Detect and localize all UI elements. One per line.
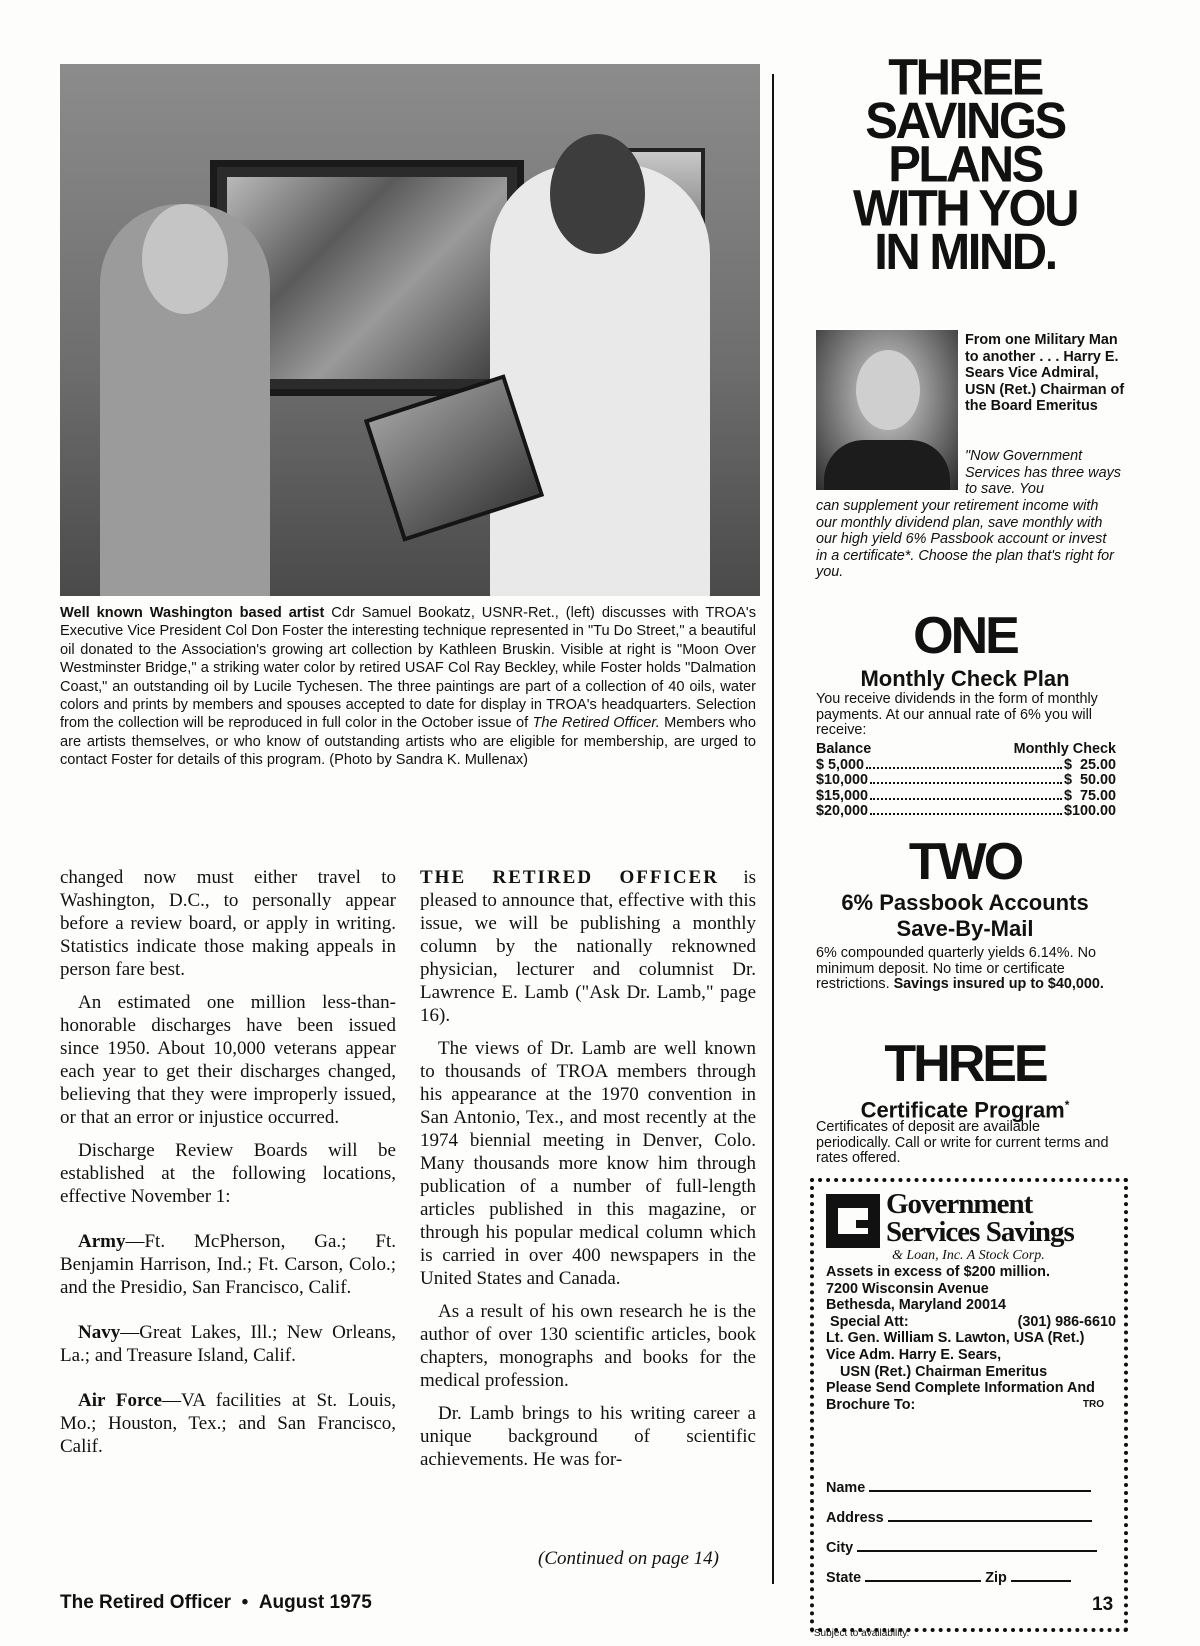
rates-header-balance: Balance [816, 741, 872, 757]
paragraph: The views of Dr. Lamb are well known to thousands of TROA members through his appearance at the 1970 convention in San Antonio, Tex., and most recently at the 1974 biennial meeting in Denver, Colo. Many thousands more know him through publication of a number of full-length articles published in this magazine, or through his popular medical column which is carried in over 400 newspapers in the United States and Canada. [420, 1038, 756, 1289]
company-logo-icon [826, 1194, 880, 1248]
paragraph: As a result of his own research he is the author of over 130 scientific articles, book chapters, monographs and books for the medical profession. [420, 1301, 756, 1391]
footnote: *Subject to availability. [810, 1628, 910, 1639]
company-name: Government Services Savings [886, 1188, 1074, 1248]
photo-caption: Well known Washington based artist Cdr Samuel Bookatz, USNR-Ret., (left) discusses with TROA's Executive Vice President Col Don Foster the interesting technique represented in "Tu Do Street," a beautiful oil donated to the Association's growing art collection by Kathleen Bruskin. Visible at right is "Moon Over Westminster Bridge," a striking water color by retired USAF Col Ray Beckley, while Foster holds "Dalmation Coast," an outstanding oil by Lucile Tychesen. The three paintings are part of a collection of 40 oils, water colors and prints by members and spouses accepted to date for display in TROA's headquarters. Selection from the collection will be reproduced in full color in the October issue of The Retired Officer. Members who are artists themselves, or who know of outstanding artists who are eligible for membership, are urged to contact Foster for details of this program. (Photo by Sandra K. Mullenax) [60, 605, 757, 769]
article-photo [60, 64, 760, 596]
location-army: Army—Ft. McPherson, Ga.; Ft. Benjamin Harrison, Ind.; Ft. Carson, Colo.; and the Presidio, San Francisco, Calif. [60, 1231, 396, 1298]
article-column-1 [60, 866, 396, 1468]
company-subtitle: & Loan, Inc. A Stock Corp. [892, 1248, 1045, 1263]
column-divider [772, 74, 774, 1584]
paragraph: Dr. Lamb brings to his writing career a unique background of scientific achievements. He was for- [420, 1403, 756, 1470]
plan-two-text: 6% compounded quarterly yields 6.14%. No minimum deposit. No time or certificate restrictions. Savings insured up to $40,000. [816, 945, 1104, 992]
person-right-foster [490, 164, 710, 596]
rates-row: $10,000 $ 50.00 [816, 772, 1116, 788]
plan-three-number: THREE [884, 1035, 1046, 1093]
ad-headline: THREE SAVINGS PLANS WITH YOU IN MIND. [852, 49, 1078, 281]
company-contact: Assets in excess of $200 million. 7200 Wisconsin Avenue Bethesda, Maryland 20014 Special Att: (301) 986-6610 Lt. Gen. William S. Lawton, USA (Ret.) Vice Adm. Harry E. Sears, USN (Ret.) Chairman Emeritus Please Send Complete Information And Brochure To: TRO [826, 1264, 1116, 1413]
ad-intro: From one Military Man to another . . . Harry E. Sears Vice Admiral, USN (Ret.) Chairman of the Board Emeritus [965, 332, 1125, 415]
rates-row: $20,000 $100.00 [816, 803, 1116, 819]
plan-one-number: ONE [913, 607, 1017, 665]
state-zip-field[interactable]: State Zip [826, 1568, 1071, 1586]
continued-note: (Continued on page 14) [538, 1548, 720, 1569]
mail-in-coupon [810, 1178, 1128, 1632]
plan-one-text: You receive dividends in the form of monthly payments. At our annual rate of 6% you will receive: [816, 691, 1098, 738]
plan-one-title: Monthly Check Plan [860, 666, 1070, 691]
location-navy: Navy—Great Lakes, Ill.; New Orleans, La.; and Treasure Island, Calif. [60, 1322, 396, 1366]
paragraph: An estimated one million less-than-honorable discharges have been issued since 1950. About 10,000 veterans appear each year to get their discharges changed, believing that they were improperly issued, or that an error or injustice occurred. [60, 992, 396, 1128]
plan-two-number: TWO [908, 833, 1022, 891]
rates-table [816, 742, 1116, 820]
page-number: 13 [1092, 1594, 1114, 1615]
city-field[interactable]: City [826, 1538, 1097, 1556]
paragraph: Discharge Review Boards will be established at the following locations, effective November 1: [60, 1140, 396, 1207]
rates-row: $15,000 $ 75.00 [816, 787, 1116, 804]
person-left-artist [100, 204, 270, 596]
plan-three-text: Certificates of deposit are available periodically. Call or write for current terms and rates offered. [816, 1119, 1109, 1166]
location-air-force: Air Force—VA facilities at St. Louis, Mo.; Houston, Tex.; and San Francisco, Calif. [60, 1390, 396, 1457]
rates-header-check: Monthly Check [1013, 741, 1116, 757]
paragraph: THE RETIRED OFFICER is pleased to announce that, effective with this issue, we will be publishing a monthly column by the nationally reknowned physician, lecturer and columnist Dr. Lawrence E. Lamb ("Ask Dr. Lamb," page 16). [420, 867, 756, 1026]
plan-two-title: 6% Passbook Accounts Save-By-Mail [841, 890, 1089, 941]
page-footer: The Retired Officer • August 1975 [60, 1592, 372, 1613]
address-field[interactable]: Address [826, 1508, 1092, 1526]
plan-three-title: Certificate Program* [860, 1097, 1070, 1123]
name-field[interactable]: Name [826, 1478, 1091, 1496]
ad-quote: "Now Government Services has three ways to save. You [965, 448, 1121, 498]
rates-row: $ 5,000 $ 25.00 [816, 756, 1116, 773]
portrait-photo [816, 330, 958, 490]
paragraph: changed now must either travel to Washington, D.C., to personally appear before a review board, or apply in writing. Statistics indicate those making appeals in person fare best. [60, 867, 396, 980]
article-column-2 [420, 866, 756, 1481]
ad-quote-continued: can supplement your retirement income with our monthly dividend plan, save monthly with our high yield 6% Passbook account or invest in a certificate*. Choose the plan that's right for you. [816, 498, 1114, 581]
